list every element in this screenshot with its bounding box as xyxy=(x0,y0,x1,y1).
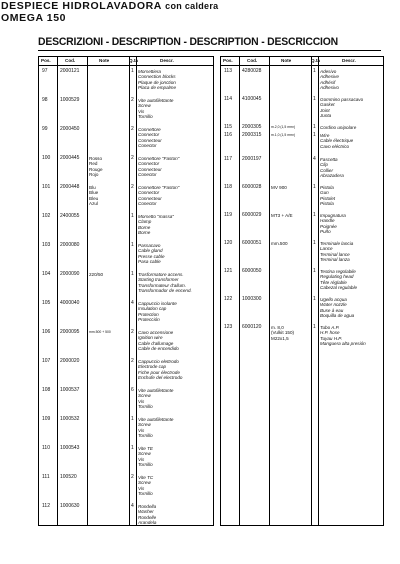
parts-table-left xyxy=(38,56,214,526)
description-line: Vis xyxy=(138,456,145,462)
description-line: Borne xyxy=(138,230,151,236)
description-line: Pistola xyxy=(320,201,334,207)
cell-code: 2000305 xyxy=(242,124,262,130)
description-line: Arandela xyxy=(138,520,157,526)
cell-qty: 1 xyxy=(313,68,316,74)
description-line: Rondelle xyxy=(138,514,157,520)
cell-qty: 6 xyxy=(131,387,134,393)
description-line: Cabezal regulable xyxy=(320,285,358,291)
cell-note: m.2,0 (1,5 mm²) xyxy=(271,125,296,129)
document-title: DESPIECE HIDROLAVADORA con caldera xyxy=(1,0,219,12)
parts-table-right xyxy=(220,56,384,526)
cell-code: 2000080 xyxy=(60,242,80,248)
description-line: Tornillo xyxy=(138,491,153,497)
cell-qty: 2 xyxy=(131,184,134,190)
cell-code: 4100045 xyxy=(242,96,262,102)
cell-qty: 1 xyxy=(313,268,316,274)
column-divider xyxy=(87,57,88,525)
cell-note: mm.500 + 500 xyxy=(89,330,111,334)
cell-code: 2400055 xyxy=(60,213,80,219)
description-line: Presse cable xyxy=(138,253,165,259)
cell-description xyxy=(138,504,156,526)
description-line: Tornillo xyxy=(138,114,153,120)
description-line: Gommino passacavo xyxy=(320,97,364,102)
cell-pos: 108 xyxy=(42,387,51,393)
cell-pos: 100 xyxy=(42,155,51,161)
cell-pos: 101 xyxy=(42,184,51,190)
cell-pos: 116 xyxy=(224,132,232,138)
cell-pos: 103 xyxy=(42,242,51,248)
cell-code: 1000300 xyxy=(242,296,262,302)
cell-note xyxy=(271,325,294,341)
description-line: Adesivo xyxy=(320,69,337,74)
description-line: Connettore "Faston" xyxy=(138,156,180,161)
description-line: Morsettiera xyxy=(138,69,161,74)
description-line: Tornillo xyxy=(138,462,153,468)
cell-pos: 104 xyxy=(42,271,51,277)
description-line: Adhesive xyxy=(320,74,339,80)
cell-pos: 106 xyxy=(42,329,51,335)
description-line: Pistolet xyxy=(320,195,336,201)
description-line: Vis xyxy=(138,485,145,491)
description-line: Junta xyxy=(320,113,332,119)
cell-qty: 2 xyxy=(131,126,134,132)
description-line: Washer xyxy=(138,509,154,515)
description-line: Vite TC xyxy=(138,475,154,480)
cell-description xyxy=(138,156,179,178)
description-line: Electrode cap xyxy=(138,364,167,370)
description-line: Tornillo xyxy=(138,404,153,410)
cell-code: 4000040 xyxy=(60,300,80,306)
description-line: Tubo A.P. xyxy=(320,325,340,330)
column-divider xyxy=(129,57,130,525)
column-divider xyxy=(136,57,137,525)
cell-qty: 1 xyxy=(131,416,134,422)
description-line: Water nozzle xyxy=(320,302,347,308)
cell-qty: 1 xyxy=(313,296,316,302)
cell-qty: 2 xyxy=(131,329,134,335)
description-line: Cavo eléctrico xyxy=(320,143,350,149)
cell-qty: 1 xyxy=(131,271,134,277)
description-line: Borne xyxy=(138,224,151,230)
description-line: Connecteur xyxy=(138,195,162,201)
header-descr: Descr. xyxy=(342,58,356,63)
cell-qty: 1 xyxy=(131,445,134,451)
description-line: Cappuccio elettrodo xyxy=(138,359,179,364)
description-line: Vite autofilettante xyxy=(138,388,174,393)
description-line: Vis xyxy=(138,108,145,114)
cell-description xyxy=(320,157,344,179)
note-line: Blu xyxy=(89,185,96,190)
cell-code: 2000445 xyxy=(60,155,80,161)
description-line: Clip xyxy=(320,162,328,168)
cell-code: 2000448 xyxy=(60,184,80,190)
cell-pos: 98 xyxy=(42,97,48,103)
cell-code: 1000630 xyxy=(60,503,80,509)
description-line: Placa de empalme xyxy=(138,85,177,91)
description-line: Fiche pour électrode xyxy=(138,369,180,375)
cell-pos: 102 xyxy=(42,213,51,219)
cell-note xyxy=(89,185,98,207)
description-line: Passacavo xyxy=(138,243,161,248)
description-line: Cable électrique xyxy=(320,138,354,144)
description-line: Pistola xyxy=(320,185,334,190)
description-line: Plaque de jonction xyxy=(138,79,176,85)
note-line: Blue xyxy=(89,190,99,196)
cell-note xyxy=(89,156,103,178)
cell-description xyxy=(138,185,179,207)
description-line: Impugnatura xyxy=(320,213,346,218)
cell-code: 2000450 xyxy=(60,126,80,132)
cell-code: 6000120 xyxy=(242,324,262,330)
cell-description xyxy=(138,301,177,323)
description-line: Terminal lance xyxy=(320,251,350,257)
column-divider xyxy=(311,57,312,525)
description-line: Lance xyxy=(320,246,333,252)
description-line: Morsetto "massa" xyxy=(138,214,174,219)
description-line: Enchufe del electrodo xyxy=(138,375,183,381)
description-line: Puño xyxy=(320,229,331,235)
cell-description xyxy=(138,359,182,381)
description-line: Connecteur xyxy=(138,137,162,143)
description-line: Conector xyxy=(138,172,157,178)
description-line: Connettore xyxy=(138,127,161,132)
cell-qty: 1 xyxy=(313,96,316,102)
cell-pos: 111 xyxy=(42,474,50,480)
description-line: Boquilla de agua xyxy=(320,313,355,319)
description-line: Conector xyxy=(138,201,157,207)
description-line: Tête réglable xyxy=(320,279,347,285)
cell-qty: 2 xyxy=(131,155,134,161)
description-line: Screw xyxy=(138,480,151,486)
description-line: Cordino unipolare xyxy=(320,125,357,130)
cell-qty: 1 xyxy=(313,240,316,246)
description-line: Cable de encendido xyxy=(138,346,179,352)
section-title: DESCRIZIONI - DESCRIPTION - DESCRIPTION - DESCRICCION xyxy=(38,36,338,48)
cell-description xyxy=(320,133,353,149)
model-name: OMEGA 150 xyxy=(1,12,67,24)
cell-description xyxy=(320,185,335,207)
description-line: Gasket xyxy=(320,102,335,108)
description-line: Collier xyxy=(320,167,334,173)
note-line: M22x1,5 xyxy=(271,335,289,341)
cell-description xyxy=(320,269,357,291)
column-divider xyxy=(239,57,240,525)
cell-code: 1000529 xyxy=(60,97,80,103)
description-line: Connettore "Faston" xyxy=(138,185,180,190)
cell-qty: 2 xyxy=(131,474,134,480)
description-line: Adhesivo xyxy=(320,85,339,91)
description-line: Vite autofilettante xyxy=(138,98,174,103)
section-rule xyxy=(38,50,381,51)
cell-code: 6000028 xyxy=(242,184,262,190)
cell-qty: 4 xyxy=(313,156,316,162)
description-line: Tornillo xyxy=(138,433,153,439)
description-line: Gun xyxy=(320,190,329,196)
description-line: Cable d'allumage xyxy=(138,340,174,346)
cell-pos: 113 xyxy=(224,68,232,74)
cell-description xyxy=(138,98,173,120)
cell-pos: 114 xyxy=(224,96,232,102)
cell-note: MT3 + A/E xyxy=(271,213,293,218)
description-line: Transformateur d'allum. xyxy=(138,282,187,288)
cell-description xyxy=(138,243,165,265)
header-pos: Pos. xyxy=(223,58,233,63)
cell-description xyxy=(320,241,353,263)
cell-pos: 109 xyxy=(42,416,51,422)
description-line: Joint xyxy=(320,107,330,113)
description-line: Vis xyxy=(138,427,145,433)
cell-code: 2000020 xyxy=(60,358,80,364)
cell-note: mm.500 xyxy=(271,241,288,246)
cell-pos: 97 xyxy=(42,68,48,74)
cell-description xyxy=(320,325,366,347)
description-line: Connector xyxy=(138,161,160,167)
description-line: Abrazadera xyxy=(320,173,344,179)
header-pos: Pos. xyxy=(41,58,51,63)
cell-qty: 2 xyxy=(131,358,134,364)
description-line: Wire xyxy=(320,133,330,138)
description-line: Starting transformer xyxy=(138,277,179,283)
description-line: Rondella xyxy=(138,504,157,509)
header-divider xyxy=(221,65,383,66)
cell-note: MV 900 xyxy=(271,185,287,190)
header-note: Note xyxy=(281,58,292,63)
note-line: m. 8,0 xyxy=(271,325,284,330)
cell-pos: 123 xyxy=(224,324,233,330)
cell-pos: 110 xyxy=(42,445,50,451)
description-line: Cavo accensione xyxy=(138,330,174,335)
cell-code: 2000121 xyxy=(60,68,80,74)
description-line: Regulating head xyxy=(320,274,354,280)
cell-pos: 99 xyxy=(42,126,48,132)
description-line: Tuyau H.P. xyxy=(320,335,343,341)
cell-qty: 4 xyxy=(131,503,134,509)
description-line: Pasa cable xyxy=(138,259,161,265)
cell-code: 2000315 xyxy=(242,132,262,138)
cell-qty: 1 xyxy=(131,68,134,74)
cell-pos: 121 xyxy=(224,268,233,274)
cell-description xyxy=(320,125,356,130)
description-line: Trasformatore accens. xyxy=(138,272,184,277)
cell-pos: 107 xyxy=(42,358,51,364)
description-line: Cable gland xyxy=(138,248,163,254)
description-line: Testina regolabile xyxy=(320,269,356,274)
header-cod: Cod. xyxy=(65,58,76,63)
header-cod: Cod. xyxy=(247,58,258,63)
column-divider xyxy=(318,57,319,525)
cell-description xyxy=(138,475,153,497)
cell-code: 2000197 xyxy=(242,156,262,162)
description-line: Ignition wire xyxy=(138,335,163,341)
cell-pos: 119 xyxy=(224,212,232,218)
cell-qty: 1 xyxy=(313,212,316,218)
note-line: (Vulkit 150) xyxy=(271,330,295,336)
note-line: Red xyxy=(89,161,98,167)
cell-code: 1000543 xyxy=(60,445,80,451)
description-line: Vis xyxy=(138,398,145,404)
cell-qty: 1 xyxy=(313,184,316,190)
cell-code: 6000029 xyxy=(242,212,262,218)
cell-description xyxy=(138,446,153,468)
cell-description xyxy=(138,272,192,294)
header-qty: Q.tà xyxy=(311,58,320,63)
description-line: Terminal lanza xyxy=(320,257,350,263)
cell-description xyxy=(138,127,162,149)
header-note: Note xyxy=(99,58,110,63)
cell-description xyxy=(320,97,363,119)
cell-code: 2000090 xyxy=(60,271,80,277)
cell-code: 6000051 xyxy=(242,240,262,246)
description-line: Fascetta xyxy=(320,157,338,162)
note-line: Rosso xyxy=(89,156,103,161)
cell-description xyxy=(320,297,354,319)
cell-description xyxy=(138,417,173,439)
cell-qty: 1 xyxy=(131,242,134,248)
description-line: Connecteur xyxy=(138,166,162,172)
cell-pos: 115 xyxy=(224,124,232,130)
note-line: Rojo xyxy=(89,172,99,178)
column-divider xyxy=(269,57,270,525)
cell-pos: 118 xyxy=(224,184,232,190)
cell-pos: 112 xyxy=(42,503,50,509)
cell-description xyxy=(138,388,173,410)
description-line: Manguera alta presión xyxy=(320,341,366,347)
description-line: Buse à eau xyxy=(320,307,344,313)
description-line: Connector xyxy=(138,190,160,196)
header-divider xyxy=(39,65,213,66)
description-line: Cappuccio isolante xyxy=(138,301,177,306)
note-line: Rouge xyxy=(89,166,103,172)
cell-qty: 1 xyxy=(313,124,316,130)
description-line: Screw xyxy=(138,451,151,457)
cell-code: 1000532 xyxy=(60,416,80,422)
note-line: Azul xyxy=(89,201,98,207)
header-qty: Q.tà xyxy=(129,58,138,63)
note-line: Bleu xyxy=(89,195,99,201)
description-line: H.P. hose xyxy=(320,330,340,336)
cell-pos: 122 xyxy=(224,296,233,302)
description-line: Protección xyxy=(138,317,160,323)
cell-code: 2000095 xyxy=(60,329,80,335)
description-line: Handle xyxy=(320,218,335,224)
cell-code: 4280028 xyxy=(242,68,262,74)
description-line: Terminale lancia xyxy=(320,241,354,246)
cell-qty: 2 xyxy=(131,97,134,103)
description-line: Screw xyxy=(138,393,151,399)
cell-description xyxy=(320,69,339,91)
description-line: Connector xyxy=(138,132,160,138)
description-line: Insulation cap xyxy=(138,306,167,312)
cell-note: m.1,0 (1,5 mm²) xyxy=(271,133,296,137)
cell-qty: 1 xyxy=(313,132,316,138)
header-descr: Descr. xyxy=(160,58,174,63)
cell-description xyxy=(138,330,179,352)
cell-code: 1000537 xyxy=(60,387,80,393)
cell-qty: 1 xyxy=(313,324,316,330)
cell-code: 100520 xyxy=(60,474,77,480)
description-line: Conector xyxy=(138,143,157,149)
description-line: Protection xyxy=(138,311,159,317)
description-line: Poignée xyxy=(320,223,337,229)
cell-description xyxy=(138,69,176,91)
column-divider xyxy=(57,57,58,525)
description-line: Connection blocks xyxy=(138,74,176,80)
cell-pos: 105 xyxy=(42,300,51,306)
description-line: Screw xyxy=(138,103,151,109)
description-line: Vite TE xyxy=(138,446,153,451)
description-line: Transformador de encend. xyxy=(138,288,192,294)
cell-note: 220/50 xyxy=(89,272,104,277)
cell-code: 6000050 xyxy=(242,268,262,274)
cell-description xyxy=(138,214,174,236)
description-line: Screw xyxy=(138,422,151,428)
description-line: Adhésif xyxy=(320,79,336,85)
cell-pos: 120 xyxy=(224,240,233,246)
description-line: Ugello acqua xyxy=(320,297,347,302)
cell-pos: 117 xyxy=(224,156,232,162)
description-line: Clamp xyxy=(138,219,152,225)
cell-description xyxy=(320,213,346,235)
description-line: Vite autofilettante xyxy=(138,417,174,422)
cell-qty: 4 xyxy=(131,300,134,306)
cell-qty: 1 xyxy=(131,213,134,219)
